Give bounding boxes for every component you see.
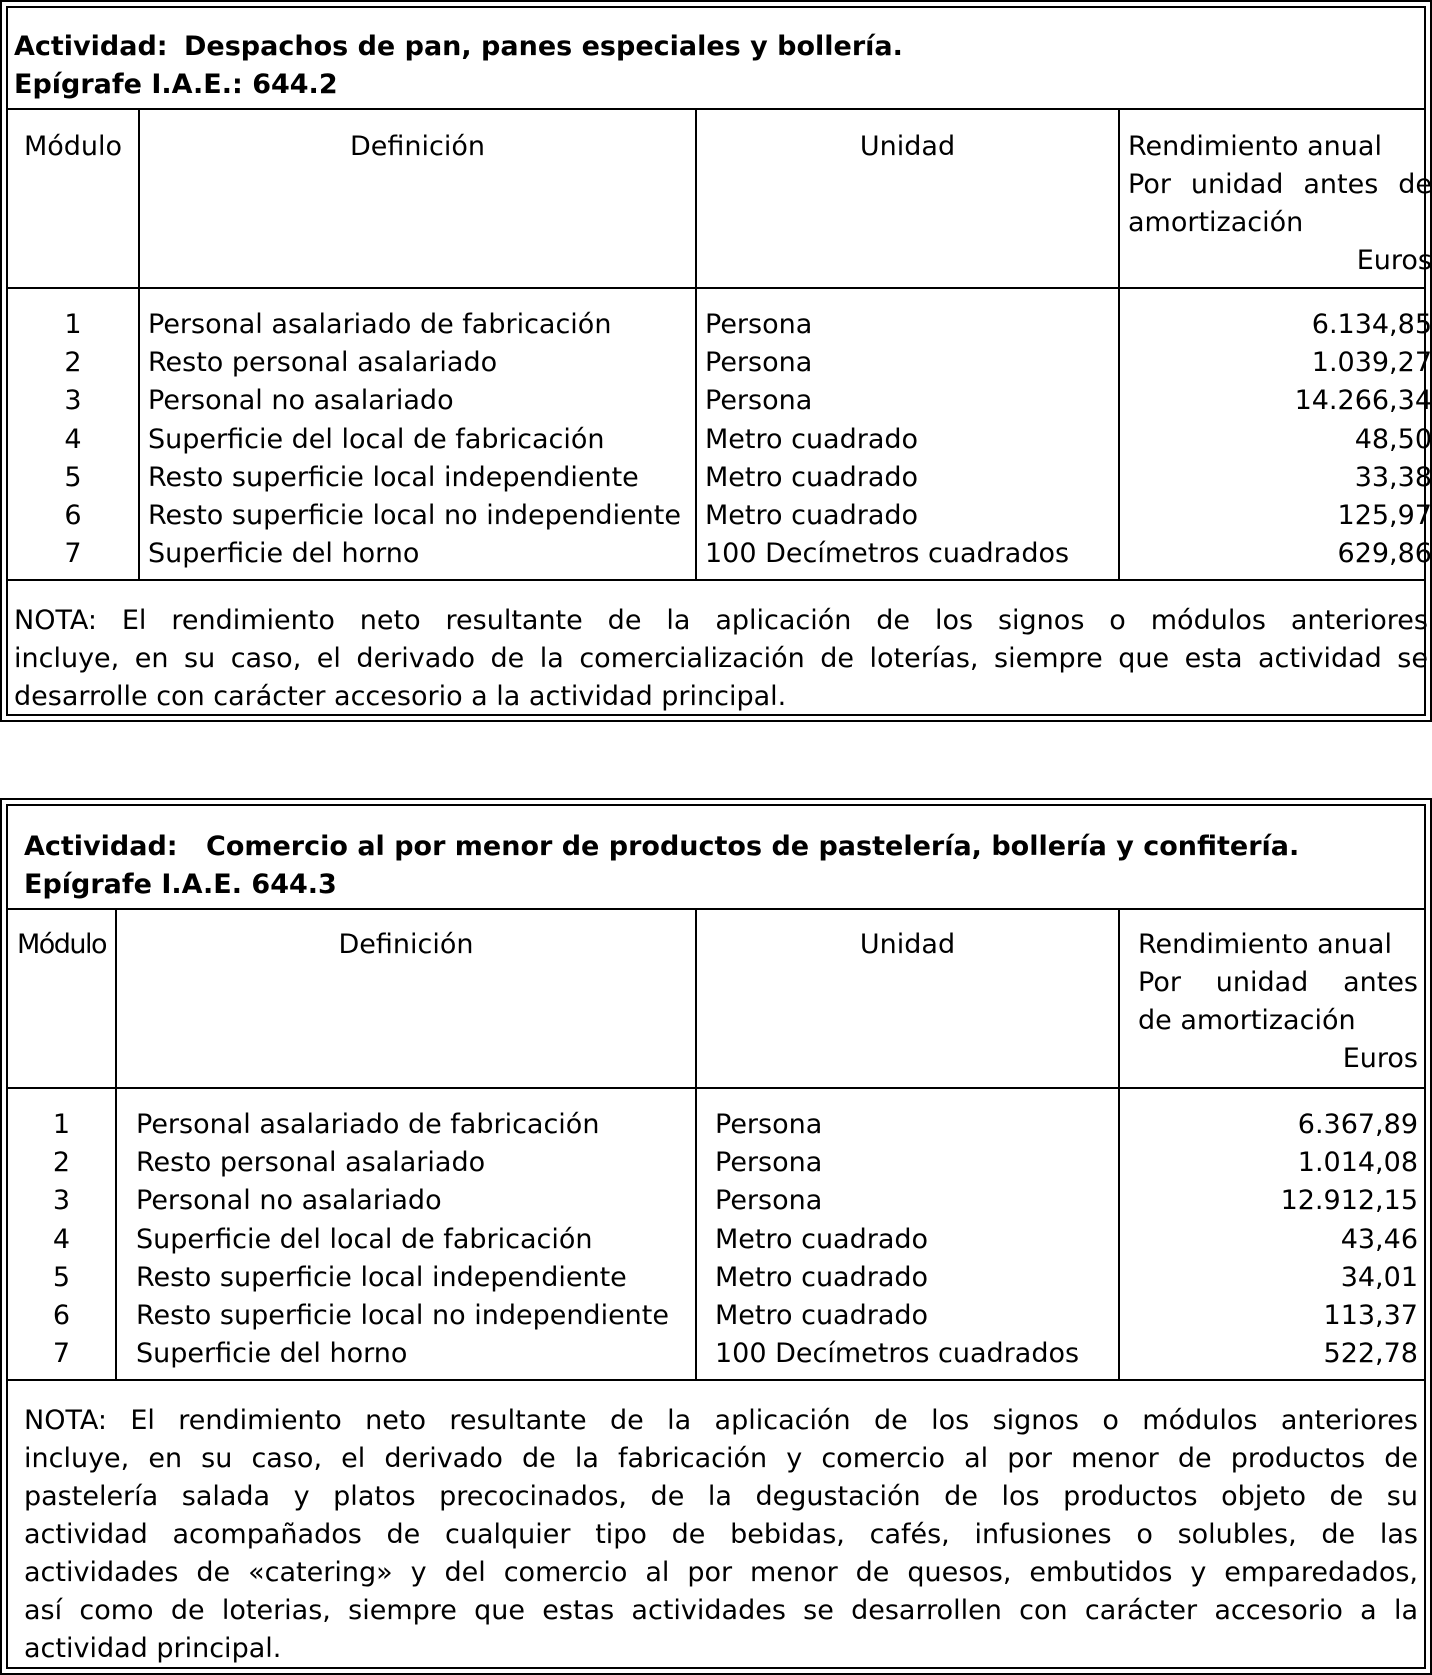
nota-line: actividad principal. — [24, 1633, 282, 1664]
table-cell: Persona — [705, 385, 813, 417]
header-rendimiento-line: Rendimiento anual — [1138, 929, 1392, 960]
header-definicion: Definición — [338, 929, 474, 960]
table-cell: Superficie del horno — [148, 538, 420, 570]
table-cell: Personal no asalariado — [148, 385, 454, 417]
table-cell: Resto superficie local independiente — [136, 1261, 627, 1293]
table-cell: 12.912,15 — [1280, 1185, 1418, 1217]
activity-label: Actividad: — [14, 31, 168, 62]
nota-line: desarrolle con carácter accesorio a la actividad principal. — [14, 681, 787, 712]
table-cell: 2 — [52, 1147, 71, 1179]
table-cell: Metro cuadrado — [715, 1299, 929, 1331]
divider — [8, 1087, 1424, 1089]
header-rendimiento — [1128, 128, 1432, 280]
nota — [14, 602, 1428, 716]
epigrafe: Epígrafe I.A.E.: 644.2 — [14, 69, 338, 100]
table-cell: 3 — [64, 385, 82, 417]
epigrafe: Epígrafe I.A.E. 644.3 — [24, 869, 337, 900]
table-cell: 5 — [52, 1261, 71, 1293]
table-cell: Persona — [705, 309, 813, 340]
table-cell: 1 — [64, 309, 82, 340]
table-cell: 48,50 — [1354, 423, 1432, 455]
table-cell: 33,38 — [1354, 461, 1432, 493]
table-cell: Resto personal asalariado — [136, 1147, 486, 1179]
nota-line: NOTA: El rendimiento neto resultante de la aplicación de los signos o módulos anteriores — [14, 605, 1428, 636]
header-rendimiento-line: Por unidad antes de — [1128, 169, 1432, 200]
table-cell: Metro cuadrado — [705, 423, 919, 455]
table-cell: 4 — [64, 423, 82, 455]
column-rendimiento — [1122, 306, 1432, 573]
nota-line: incluye, en su caso, el derivado de la fabricación y comercio al por menor de productos de — [24, 1443, 1418, 1474]
column-divider — [1118, 108, 1120, 579]
header-unidad: Unidad — [859, 131, 956, 162]
header-rendimiento-unit: Euros — [1342, 1043, 1418, 1074]
header-unidad: Unidad — [859, 929, 956, 960]
table-cell: 125,97 — [1337, 499, 1432, 531]
table-cell: Metro cuadrado — [705, 461, 919, 493]
table-cell: 1.039,27 — [1311, 347, 1432, 379]
column-unidad — [715, 1106, 1116, 1373]
nota-line: NOTA: El rendimiento neto resultante de la aplicación de los signos o módulos anteriores — [24, 1405, 1418, 1436]
table-cell: Persona — [715, 1109, 823, 1140]
column-divider — [695, 908, 697, 1379]
nota-line: actividad acompañados de cualquier tipo de bebidas, cafés, infusiones o solubles, de las — [24, 1519, 1418, 1550]
table-cell: 6.367,89 — [1297, 1109, 1418, 1140]
column-rendimiento — [1122, 1106, 1418, 1373]
table-cell: 100 Decímetros cuadrados — [705, 538, 1070, 570]
column-modulo — [8, 1106, 115, 1373]
table-cell: 43,46 — [1340, 1223, 1418, 1255]
header-rendimiento-line: Rendimiento anual — [1128, 131, 1382, 162]
table-cell: 6 — [64, 499, 82, 531]
header-rendimiento-line: Por unidad antes — [1138, 967, 1418, 998]
header-rendimiento-line: de amortización — [1138, 1005, 1356, 1036]
divider — [8, 108, 1424, 110]
table-cell: Superficie del horno — [136, 1338, 408, 1370]
table-cell: Metro cuadrado — [715, 1261, 929, 1293]
table-cell: Persona — [715, 1147, 823, 1179]
table-cell: Persona — [705, 347, 813, 379]
table-cell: 100 Decímetros cuadrados — [715, 1338, 1080, 1370]
table-cell: 1 — [52, 1109, 71, 1140]
nota-line: actividades de «catering» y del comercio al por menor de quesos, embutidos y emparedados, — [24, 1557, 1418, 1588]
table-cell: Personal asalariado de fabricación — [148, 309, 612, 340]
column-definicion — [136, 1106, 693, 1373]
table-cell: Resto superficie local no independiente — [136, 1299, 669, 1331]
table-cell: Resto superficie local independiente — [148, 461, 639, 493]
table-cell: 4 — [52, 1223, 71, 1255]
header-rendimiento-line: amortización — [1128, 207, 1304, 238]
table-cell: 7 — [64, 538, 82, 570]
table-frame — [6, 6, 1432, 716]
nota — [24, 1402, 1418, 1668]
column-modulo — [8, 306, 138, 573]
nota-line: pastelería salada y platos precocinados, de la degustación de los productos objeto de su — [24, 1481, 1418, 1512]
header-modulo: Módulo — [16, 929, 107, 960]
header-definicion: Definición — [350, 131, 485, 162]
table-cell: Resto superficie local no independiente — [148, 499, 681, 531]
table-cell: 6.134,85 — [1311, 309, 1432, 340]
table-cell: 3 — [52, 1185, 71, 1217]
table-cell: 522,78 — [1323, 1338, 1418, 1370]
column-divider — [1118, 908, 1120, 1379]
table-644-3 — [0, 798, 1432, 1675]
table-cell: Persona — [715, 1185, 823, 1217]
table-cell: 6 — [52, 1299, 71, 1331]
activity-label: Actividad: — [24, 831, 178, 862]
table-cell: Metro cuadrado — [705, 499, 919, 531]
table-cell: Resto personal asalariado — [148, 347, 498, 379]
table-644-2 — [0, 0, 1432, 722]
table-cell: 113,37 — [1323, 1299, 1418, 1331]
table-cell: 5 — [64, 461, 82, 493]
table-cell: Personal asalariado de fabricación — [136, 1109, 600, 1140]
header-rendimiento — [1138, 926, 1418, 1078]
column-divider — [695, 108, 697, 579]
table-cell: Personal no asalariado — [136, 1185, 442, 1217]
divider — [8, 579, 1424, 581]
table-cell: Superficie del local de fabricación — [136, 1223, 593, 1255]
activity-title: Comercio al por menor de productos de pastelería, bollería y confitería. — [206, 831, 1300, 862]
table-cell: Metro cuadrado — [715, 1223, 929, 1255]
table-cell: Superficie del local de fabricación — [148, 423, 605, 455]
table-cell: 1.014,08 — [1297, 1147, 1418, 1179]
nota-line: incluye, en su caso, el derivado de la comercialización de loterías, siempre que esta actividad se — [14, 643, 1428, 674]
table-cell: 14.266,34 — [1294, 385, 1432, 417]
nota-line: así como de loterias, siempre que estas actividades se desarrollen con carácter accesorio a la — [24, 1595, 1418, 1626]
table-cell: 34,01 — [1340, 1261, 1418, 1293]
activity-title: Despachos de pan, panes especiales y bollería. — [184, 31, 903, 62]
table-cell: 2 — [64, 347, 82, 379]
header-rendimiento-unit: Euros — [1356, 245, 1432, 276]
divider — [8, 1379, 1424, 1381]
column-divider — [115, 908, 117, 1379]
table-cell: 7 — [52, 1338, 71, 1370]
column-definicion — [148, 306, 693, 573]
column-divider — [138, 108, 140, 579]
header-modulo: Módulo — [23, 131, 123, 162]
table-cell: 629,86 — [1337, 538, 1432, 570]
column-unidad — [705, 306, 1116, 573]
divider — [8, 908, 1424, 910]
table-frame — [6, 804, 1426, 1669]
divider — [8, 287, 1424, 289]
